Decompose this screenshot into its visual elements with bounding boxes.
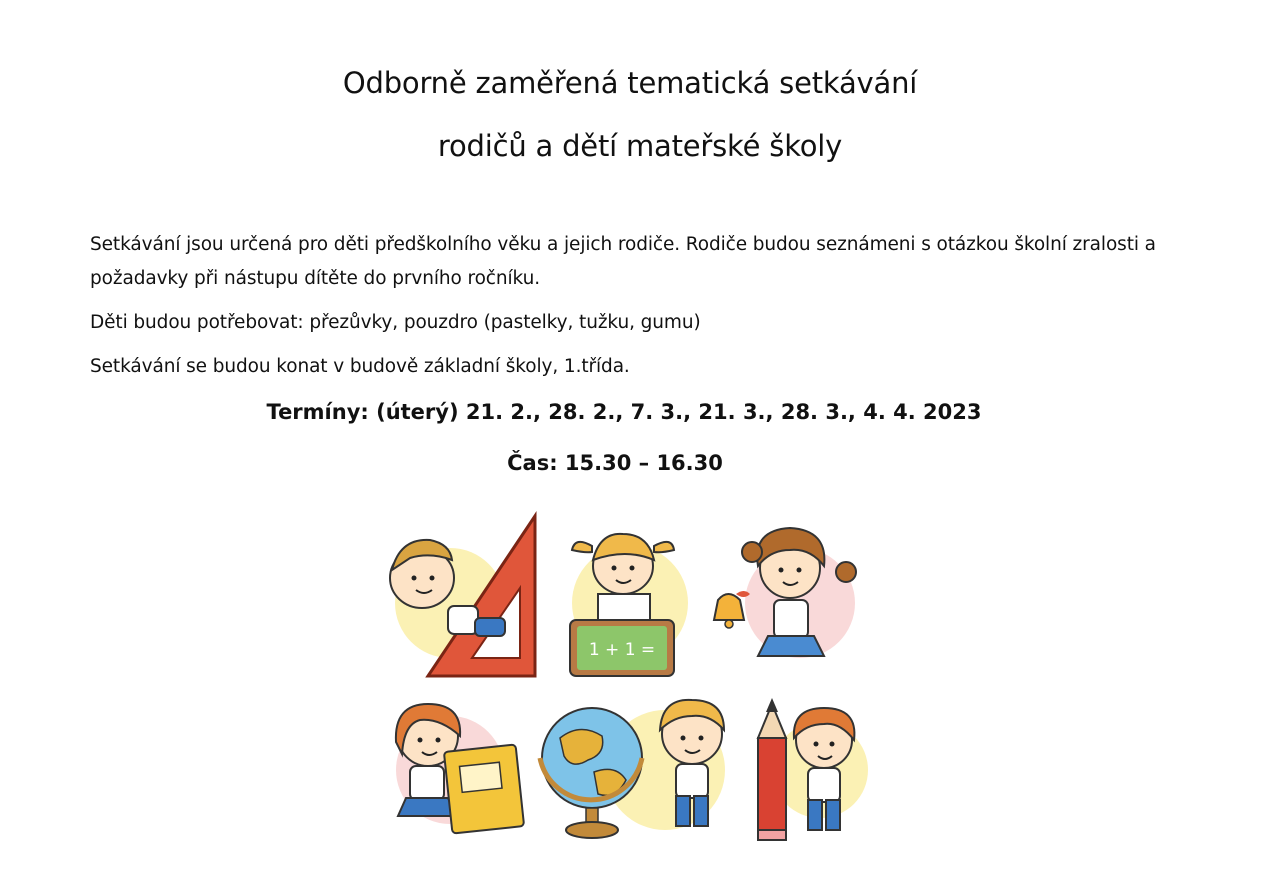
child-with-book-icon [396,704,524,834]
child-with-chalkboard-icon [570,534,688,676]
document-title-line-1: Odborně zaměřená tematická setkávání [342,66,918,100]
child-with-globe-icon [540,700,725,838]
requirements-paragraph: Děti budou potřebovat: přezůvky, pouzdro (pastelky, tužku, gumu) [90,312,701,333]
child-with-pencil-icon [758,698,868,840]
location-paragraph: Setkávání se budou konat v budově základní školy, 1.třída. [90,356,630,377]
child-with-ruler-icon [390,516,535,676]
dates-line: Termíny: (úterý) 21. 2., 28. 2., 7. 3., 21. 3., 28. 3., 4. 4. 2023 [266,400,982,424]
chalkboard-text: 1 + 1 = [588,640,656,660]
document-title-line-2: rodičů a dětí mateřské školy [437,129,843,163]
children-illustration [380,508,880,848]
child-with-bell-icon [714,528,856,658]
time-line: Čas: 15.30 – 16.30 [507,451,723,475]
intro-paragraph: Setkávání jsou určená pro děti předškolního věku a jejich rodiče. Rodiče budou seznámeni s otázkou školní zralosti a požadavky při nástupu dítěte do prvního ročníku. [90,234,1156,289]
